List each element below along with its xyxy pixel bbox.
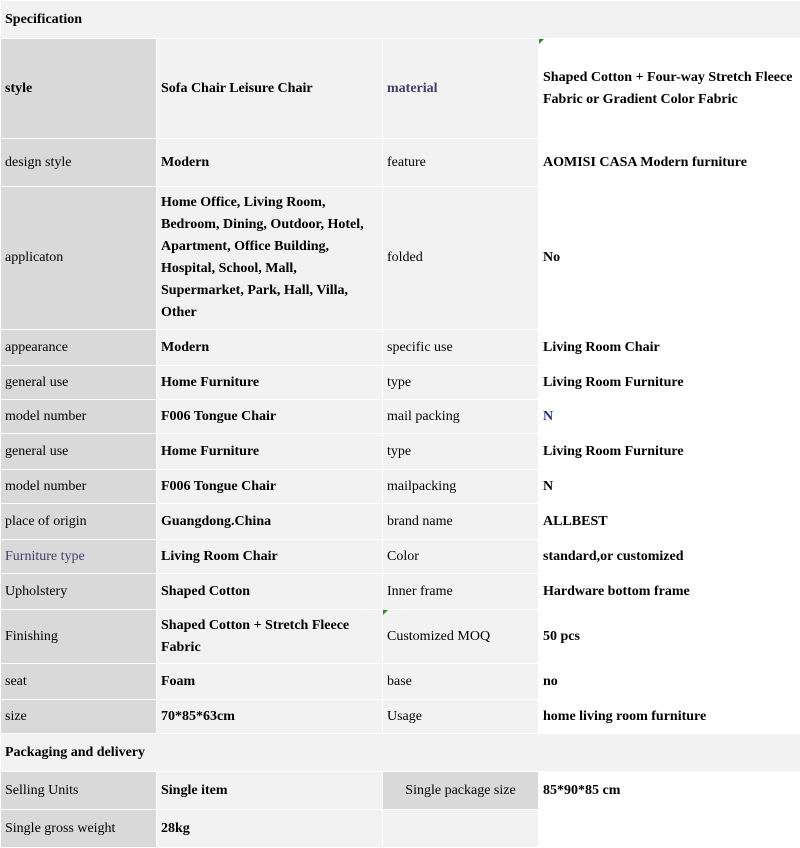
- finishing-value: Shaped Cotton + Stretch Fleece Fabric: [157, 610, 383, 664]
- type-value: Living Room Furniture: [539, 366, 800, 400]
- mail-packing-label: mailpacking: [383, 470, 539, 504]
- mail-packing-label: mail packing: [383, 400, 539, 434]
- size-value: 70*85*63cm: [157, 700, 383, 734]
- place-of-origin-value: Guangdong.China: [157, 504, 383, 540]
- customized-moq-label: Customized MOQ: [383, 610, 539, 664]
- model-number-value: F006 Tongue Chair: [157, 470, 383, 504]
- material-label: material: [383, 39, 539, 139]
- package-size-value: 85*90*85 cm: [539, 772, 800, 810]
- base-value: no: [539, 664, 800, 700]
- feature-value: AOMISI CASA Modern furniture: [539, 139, 800, 187]
- gross-weight-label: Single gross weight: [1, 810, 157, 848]
- brand-name-value: ALLBEST: [539, 504, 800, 540]
- empty-cell: [383, 810, 539, 848]
- folded-value: No: [539, 187, 800, 330]
- general-use-value: Home Furniture: [157, 366, 383, 400]
- base-label: base: [383, 664, 539, 700]
- usage-value: home living room furniture: [539, 700, 800, 734]
- type-label: type: [383, 366, 539, 400]
- seat-value: Foam: [157, 664, 383, 700]
- style-value: Sofa Chair Leisure Chair: [157, 39, 383, 139]
- furniture-type-label: Furniture type: [1, 540, 157, 574]
- upholstery-value: Shaped Cotton: [157, 574, 383, 610]
- empty-cell: [539, 810, 800, 848]
- inner-frame-label: Inner frame: [383, 574, 539, 610]
- general-use-label: general use: [1, 366, 157, 400]
- folded-label: folded: [383, 187, 539, 330]
- selling-units-value: Single item: [157, 772, 383, 810]
- upholstery-label: Upholstery: [1, 574, 157, 610]
- type-value: Living Room Furniture: [539, 434, 800, 470]
- place-of-origin-label: place of origin: [1, 504, 157, 540]
- mail-packing-value: N: [539, 400, 800, 434]
- general-use-label: general use: [1, 434, 157, 470]
- size-label: size: [1, 700, 157, 734]
- packaging-heading: Packaging and delivery: [1, 734, 800, 772]
- specification-heading: Specification: [1, 1, 800, 39]
- feature-label: feature: [383, 139, 539, 187]
- application-value: Home Office, Living Room, Bedroom, Dining, Outdoor, Hotel, Apartment, Office Building, Hospital, School, Mall, Supermarket, Park, Hall, Villa, Other: [157, 187, 383, 330]
- style-label: style: [1, 39, 157, 139]
- type-label: type: [383, 434, 539, 470]
- seat-label: seat: [1, 664, 157, 700]
- color-value: standard,or customized: [539, 540, 800, 574]
- furniture-type-value: Living Room Chair: [157, 540, 383, 574]
- application-label: applicaton: [1, 187, 157, 330]
- mail-packing-value: N: [539, 470, 800, 504]
- inner-frame-value: Hardware bottom frame: [539, 574, 800, 610]
- design-style-value: Modern: [157, 139, 383, 187]
- model-number-label: model number: [1, 470, 157, 504]
- package-size-label: Single package size: [383, 772, 539, 810]
- general-use-value: Home Furniture: [157, 434, 383, 470]
- customized-moq-value: 50 pcs: [539, 610, 800, 664]
- appearance-label: appearance: [1, 330, 157, 366]
- finishing-label: Finishing: [1, 610, 157, 664]
- specific-use-label: specific use: [383, 330, 539, 366]
- specific-use-value: Living Room Chair: [539, 330, 800, 366]
- selling-units-label: Selling Units: [1, 772, 157, 810]
- color-label: Color: [383, 540, 539, 574]
- appearance-value: Modern: [157, 330, 383, 366]
- model-number-label: model number: [1, 400, 157, 434]
- material-value: Shaped Cotton + Four-way Stretch Fleece Fabric or Gradient Color Fabric: [539, 39, 800, 139]
- brand-name-label: brand name: [383, 504, 539, 540]
- model-number-value: F006 Tongue Chair: [157, 400, 383, 434]
- usage-label: Usage: [383, 700, 539, 734]
- gross-weight-value: 28kg: [157, 810, 383, 848]
- design-style-label: design style: [1, 139, 157, 187]
